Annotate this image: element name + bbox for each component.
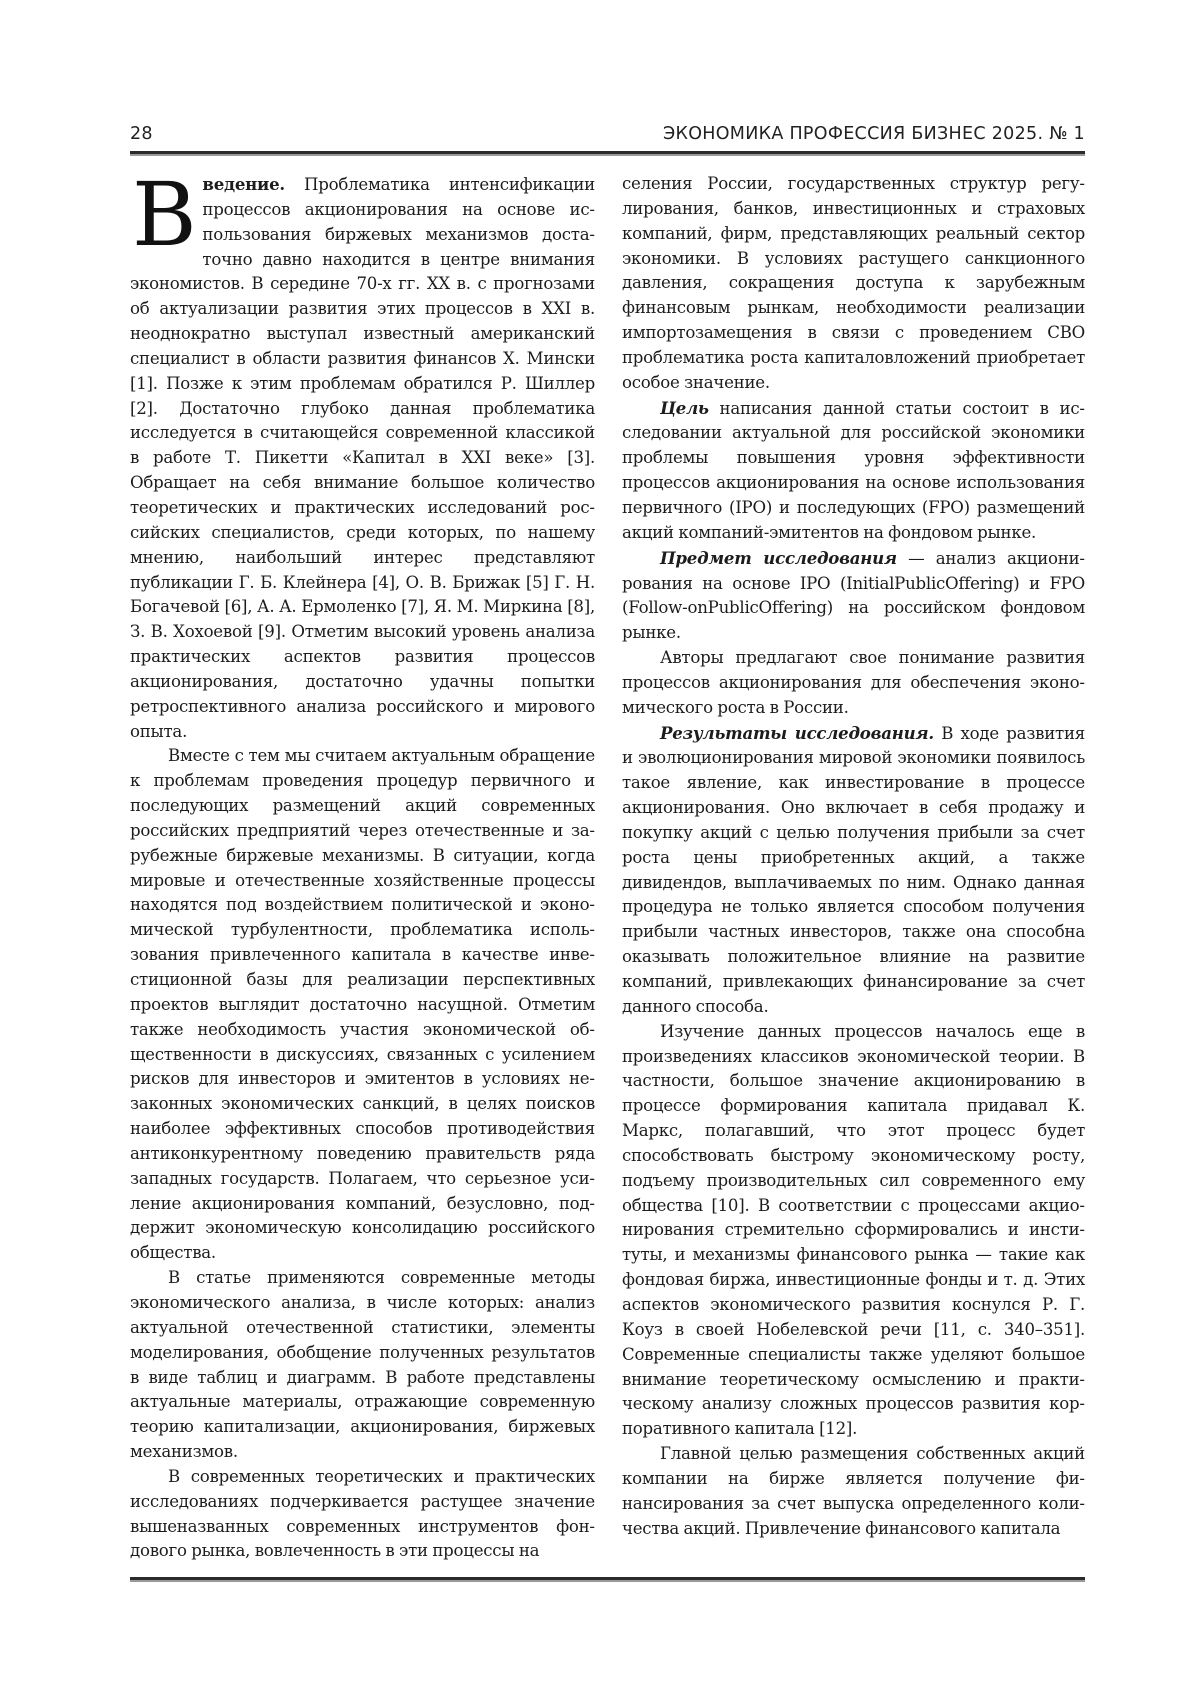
subject-paragraph	[622, 546, 1085, 646]
methods-paragraph: В статье применяются современные методы экономического анализа, в числе которых: анализ актуальной отечественной статистики, элементы моделирования, обобщение полученных результатов в виде таблиц и диаграмм. В работе представлены актуальные материалы, отражающие современную теорию капитализации, акционирования, биржевых механизмов.	[130, 1268, 595, 1462]
footer-rule	[130, 1577, 1085, 1582]
paragraph-text: — анализ акционирования на основе IPO (InitialPublicOffering) и FPO (Follow-onPublicOffering) на российском фондовом рынке.	[622, 548, 1085, 643]
introduction-heading: ведение.	[202, 174, 285, 194]
paragraph-text: В ходе развития и эволюционирования мировой экономики появилось такое явление, как инвестирование в процессе акционирования. Оно включает в себя продажу и покупку акций с целью получения прибыли за счет роста цены приобретенных акций, а также дивидендов, выплачиваемых по ним. Однако данная процедура не только является способом получения прибыли частных инвесторов, также она способна оказывать положительное влияние на развитие компаний, привлекающих финансирование за счет данного способа.	[622, 723, 1085, 1016]
goal-heading: Цель	[660, 397, 709, 418]
authors-paragraph: Авторы предлагают свое понимание развития процессов акционирования для обеспечения экономического роста в России.	[622, 648, 1085, 717]
right-column	[622, 172, 1085, 1541]
results-paragraph	[622, 721, 1085, 1020]
paragraph-text: Проблематика интенсификации процессов акционирования на основе использования биржевых механизмов достаточно давно находится в центре внимания экономистов. В середине 70-х гг. XX в. с прогнозами об актуализации развития этих процессов в XXI в. неоднократно выступал известный американский специалист в области развития финансов Х. Мински [1]. Позже к этим проблемам обратился Р. Шиллер [2]. Достаточно глубоко данная проблематика исследуется в считающейся современной классикой в работе Т. Пикетти «Капитал в XXI веке» [3]. Обращает на себя внимание большое количество теоретических и практических исследований российских специалистов, среди которых, по нашему мнению, наибольший интерес представляют публикации Г. Б. Клейнера [4], О. В. Брижак [5] Г. Н. Богачевой [6], А. А. Ермоленко [7], Я. М. Миркина [8], З. В. Хохоевой [9]. Отметим высокий уровень анализа практических аспектов развития процессов акционирования, достаточно удачны попытки ретроспективного анализа российского и мирового опыта.	[130, 175, 595, 741]
page-number: 28	[130, 124, 153, 144]
goal-paragraph	[622, 396, 1085, 546]
body-paragraph: Главной целью размещения собственных акций компании на бирже является получение финансирования за счет выпуска определенного количества акций. Привлечение финансового капитала	[622, 1444, 1085, 1538]
body-paragraph: Вместе с тем мы считаем актуальным обращение к проблемам проведения процедур первичного и последующих размещений акций современных российских предприятий через отечественные и зарубежные биржевые механизмы. В ситуации, когда мировые и отечественные хозяйственные процессы находятся под воздействием политической и экономической турбулентности, проблематика использования привлеченного капитала в качестве инвестиционной базы для реализации перспективных проектов выглядит достаточно насущной. Отметим также необходимость участия экономической общественности в дискуссиях, связанных с усилением рисков для инвесторов и эмитентов в условиях незаконных экономических санкций, в целях поисков наиболее эффективных способов противодействия антиконкурентному поведению правительств ряда западных государств. Полагаем, что серьезное усиление акционирования компаний, безусловно, поддержит экономическую консолидацию российского общества.	[130, 746, 595, 1263]
header-rule	[130, 151, 1085, 156]
body-paragraph: В современных теоретических и практических исследованиях подчеркивается растущее значение вышеназванных современных инструментов фондового рынка, вовлеченность в эти процессы на	[130, 1466, 595, 1561]
continuation-paragraph: селения России, государственных структур регулирования, банков, инвестиционных и страховых компаний, фирм, представляющих реальный сектор экономики. В условиях растущего санкционного давления, сокращения доступа к зарубежным финансовым рынкам, необходимости реализации импортозамещения в связи с проведением СВО проблематика роста капиталовложений приобретает особое значение.	[622, 174, 1085, 392]
left-column	[130, 163, 595, 1564]
drop-cap: В	[132, 163, 197, 266]
introduction-paragraph	[130, 163, 595, 744]
journal-title: ЭКОНОМИКА ПРОФЕССИЯ БИЗНЕС 2025. № 1	[662, 124, 1085, 144]
running-header	[130, 122, 1085, 150]
subject-heading: Предмет исследования	[660, 547, 897, 568]
results-heading: Результаты исследования.	[660, 722, 934, 743]
body-paragraph: Изучение данных процессов началось еще в произведениях классиков экономической теории. В частности, большое значение акционированию в процессе формирования капитала придавал К. Маркс, полагавший, что этот процесс будет способствовать быстрому экономическому росту, подъему производительных сил современного ему общества [10]. В соответствии с процессами акционирования стремительно сформировались и институты, и механизмы финансового рынка — такие как фондовая биржа, инвестиционные фонды и т. д. Этих аспектов экономического развития коснулся Р. Г. Коуз в своей Нобелевской речи [11, с. 340–351]. Современные специалисты также уделяют большое внимание теоретическому осмыслению и практическому анализу сложных процессов развития корпоративного капитала [12].	[622, 1021, 1085, 1439]
paragraph-text: написания данной статьи состоит в исследовании актуальной для российской экономики проблемы повышения уровня эффективности процессов акционирования на основе использования первичного (IPO) и последующих (FPO) размещений акций компаний-эмитентов на фондовом рынке.	[622, 398, 1085, 542]
